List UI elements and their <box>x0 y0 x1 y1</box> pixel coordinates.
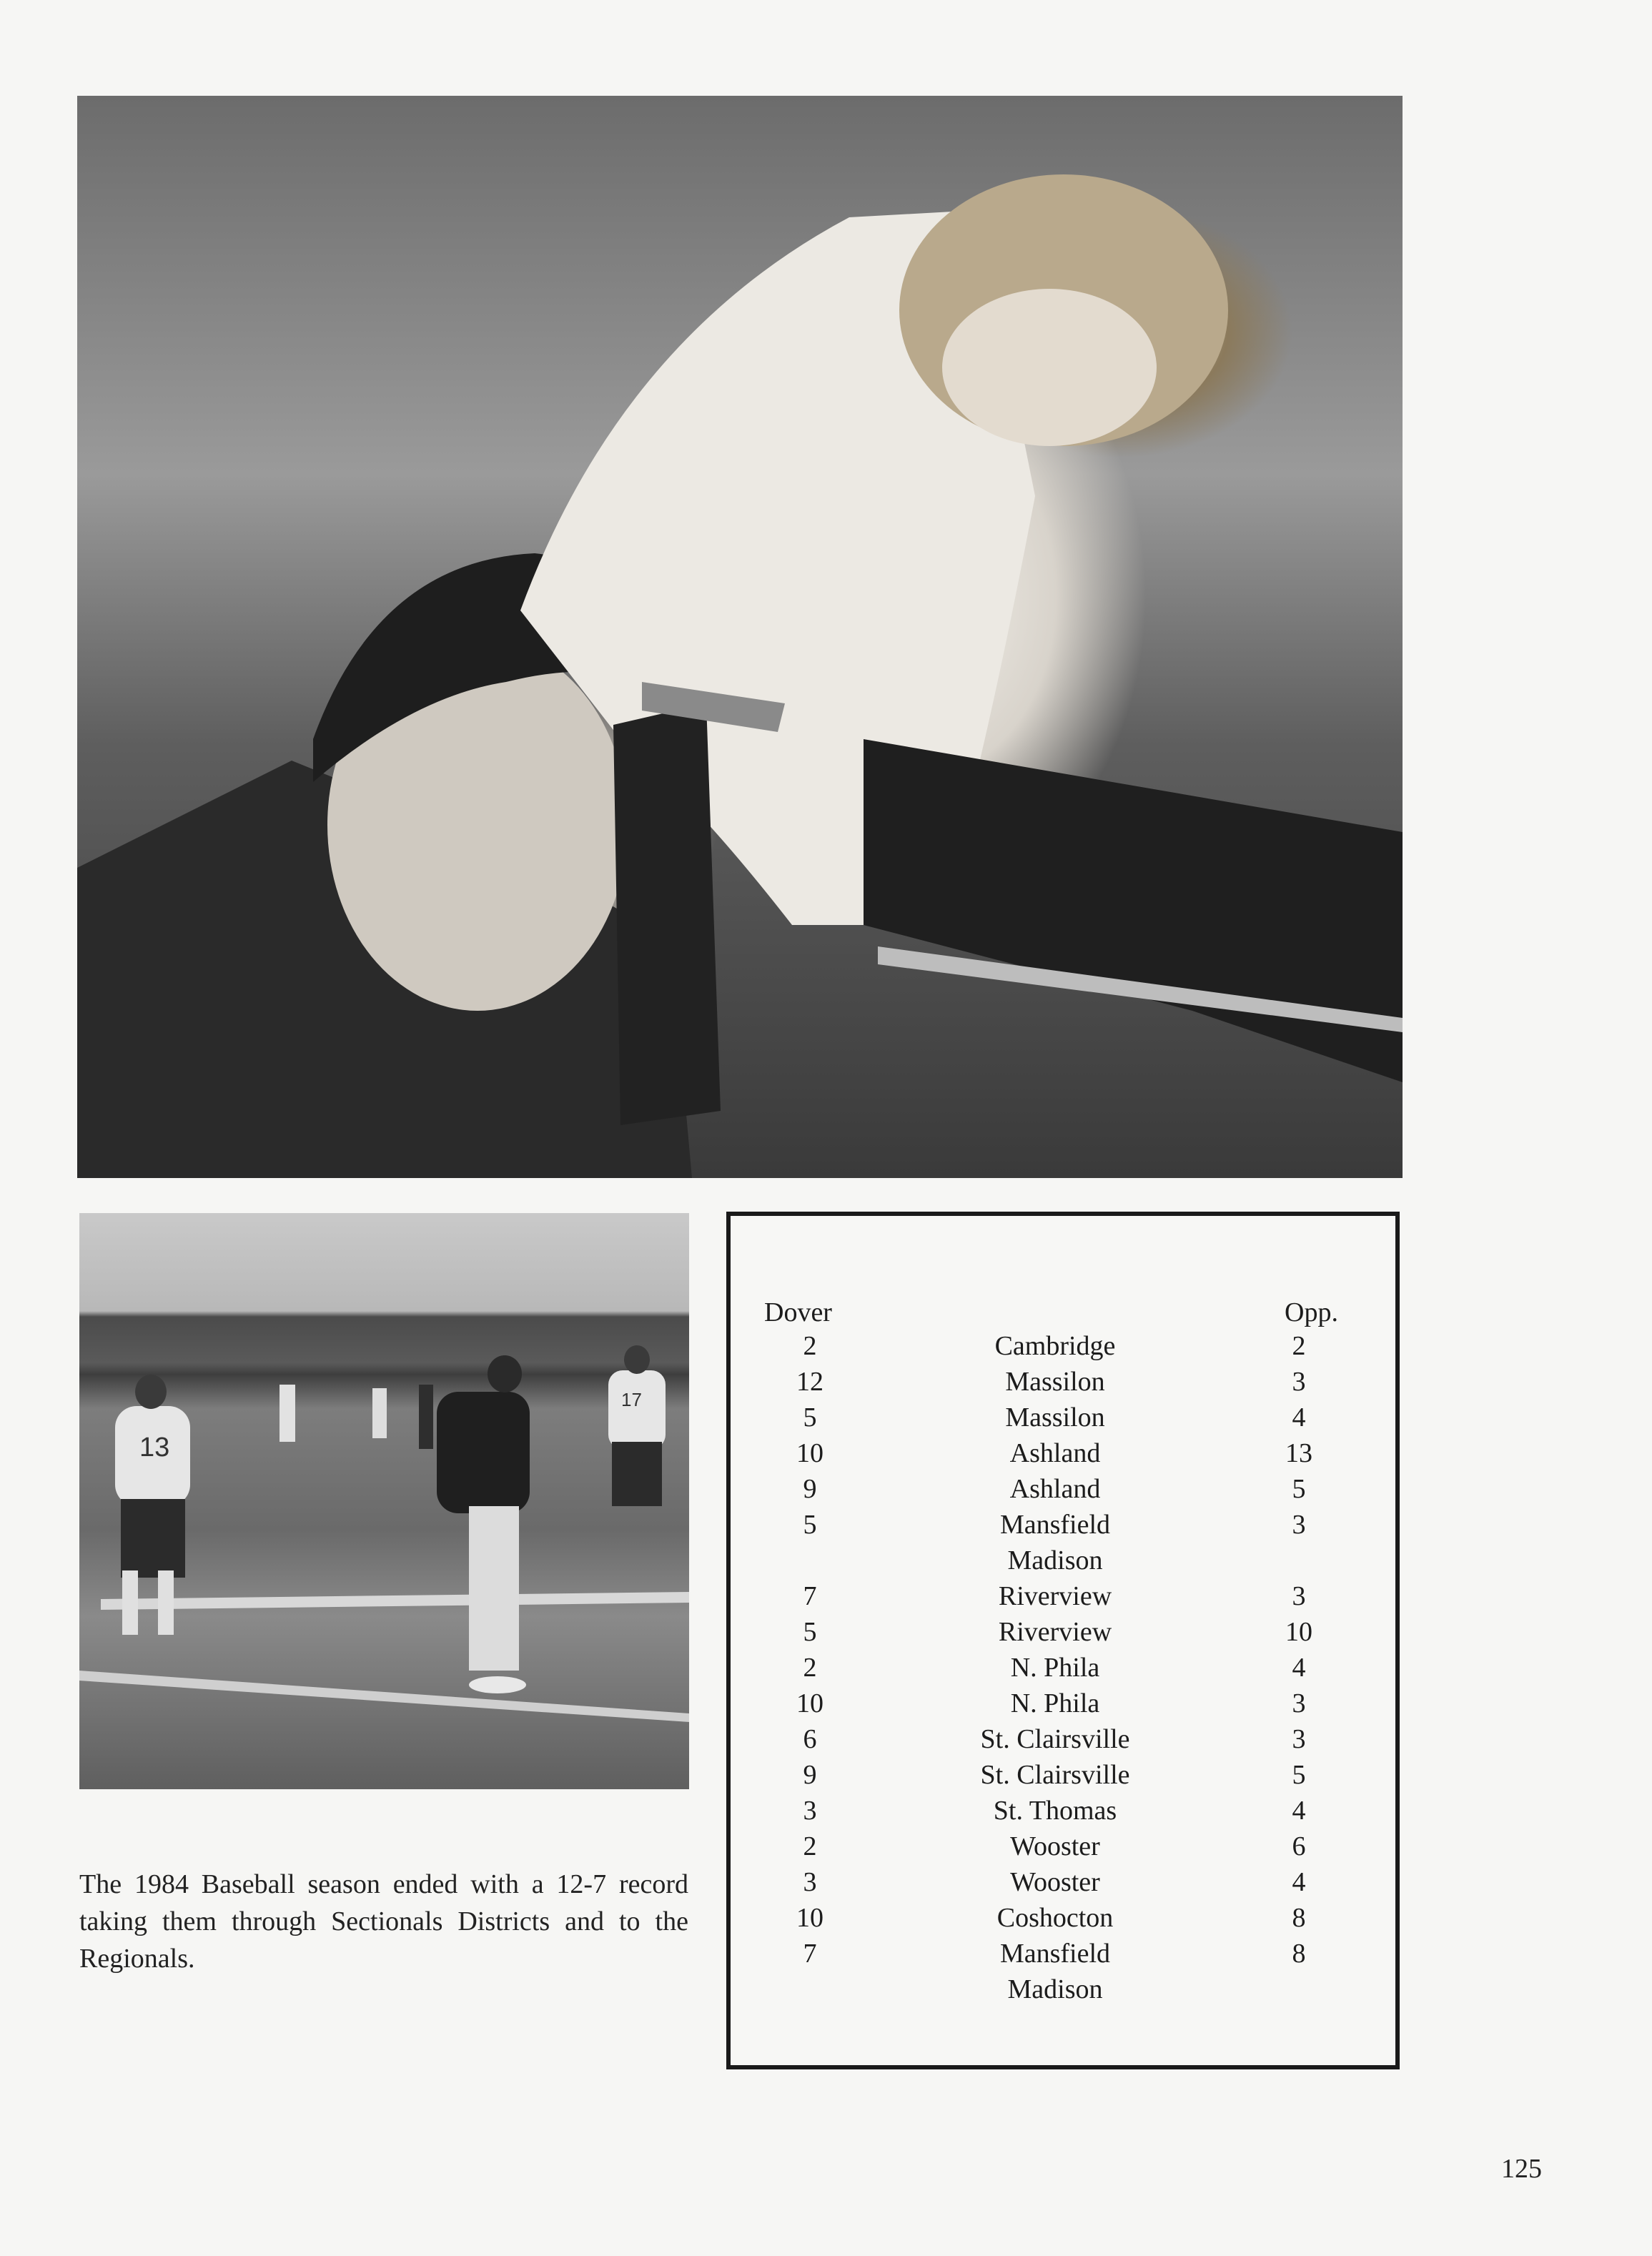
opponent-name: Massilon <box>1005 1402 1105 1433</box>
table-row <box>731 1757 1395 1793</box>
main-photo-baseball-slide <box>77 96 1403 1178</box>
dover-score: 7 <box>803 1939 817 1969</box>
opponent-score: 3 <box>1292 1688 1306 1718</box>
table-row <box>731 1936 1395 1971</box>
opponent-name: Wooster <box>1010 1831 1100 1861</box>
table-row <box>731 1650 1395 1686</box>
dover-score: 7 <box>803 1581 817 1611</box>
opponent-name: Riverview <box>998 1617 1112 1647</box>
table-row <box>731 1578 1395 1614</box>
opponent-name: Ashland <box>1009 1474 1101 1504</box>
opponent-name: Madison <box>1007 1545 1103 1575</box>
column-header-opp: Opp. <box>1285 1297 1338 1327</box>
photo-caption: The 1984 Baseball season ended with a 12-7 record taking them through Sectionals Districts and to the Regionals. <box>79 1869 688 1974</box>
photo-baseball-field-icon <box>79 1213 689 1789</box>
table-row <box>731 1400 1395 1435</box>
table-row <box>731 1829 1395 1864</box>
opponent-name: Massilon <box>1005 1367 1105 1397</box>
opponent-name: Coshocton <box>996 1903 1114 1933</box>
score-table <box>726 1212 1400 2069</box>
dover-score: 5 <box>803 1617 817 1647</box>
opponent-score: 8 <box>1292 1903 1306 1933</box>
opponent-score: 3 <box>1292 1581 1306 1611</box>
opponent-score: 5 <box>1292 1474 1306 1504</box>
table-row <box>731 1793 1395 1829</box>
dover-score: 10 <box>796 1688 823 1718</box>
dover-score: 3 <box>803 1867 817 1897</box>
table-row <box>731 1900 1395 1936</box>
opponent-name: N. Phila <box>1010 1688 1100 1718</box>
opponent-score: 6 <box>1292 1831 1306 1861</box>
opponent-score: 2 <box>1292 1331 1306 1361</box>
dover-score: 9 <box>803 1474 817 1504</box>
dover-score: 10 <box>796 1903 823 1933</box>
table-row <box>731 1721 1395 1757</box>
opponent-name: St. Clairsville <box>980 1724 1130 1754</box>
dover-score: 10 <box>796 1438 823 1468</box>
score-rows <box>731 1328 1395 2007</box>
table-row <box>731 1543 1395 1578</box>
table-row <box>731 1971 1395 2007</box>
dover-score: 9 <box>803 1760 817 1790</box>
dover-score: 2 <box>803 1331 817 1361</box>
opponent-score: 4 <box>1292 1402 1306 1433</box>
opponent-score: 3 <box>1292 1724 1306 1754</box>
table-row <box>731 1328 1395 1364</box>
dover-score: 5 <box>803 1402 817 1433</box>
table-row <box>731 1507 1395 1543</box>
dover-score: 5 <box>803 1510 817 1540</box>
opponent-score: 4 <box>1292 1653 1306 1683</box>
opponent-score: 8 <box>1292 1939 1306 1969</box>
photo-baseball-slide-icon <box>77 96 1403 1178</box>
opponent-score: 3 <box>1292 1367 1306 1397</box>
opponent-name: Cambridge <box>994 1331 1116 1361</box>
dover-score: 2 <box>803 1831 817 1861</box>
opponent-name: Mansfield <box>999 1939 1111 1969</box>
opponent-name: Ashland <box>1009 1438 1101 1468</box>
column-header-dover: Dover <box>764 1297 832 1327</box>
opponent-name: Madison <box>1007 1974 1103 2004</box>
table-row <box>731 1686 1395 1721</box>
opponent-score: 3 <box>1292 1510 1306 1540</box>
page-number: 125 <box>1501 2154 1542 2184</box>
opponent-name: N. Phila <box>1010 1653 1100 1683</box>
opponent-name: St. Thomas <box>993 1796 1117 1826</box>
dover-score: 2 <box>803 1653 817 1683</box>
table-row <box>731 1614 1395 1650</box>
opponent-score: 13 <box>1285 1438 1312 1468</box>
opponent-name: Mansfield <box>999 1510 1111 1540</box>
small-photo-baseball-field <box>79 1213 689 1789</box>
opponent-name: Riverview <box>998 1581 1112 1611</box>
opponent-score: 10 <box>1285 1617 1312 1647</box>
jersey-13-label: 13 <box>139 1433 170 1463</box>
opponent-name: Wooster <box>1010 1867 1100 1897</box>
dover-score: 6 <box>803 1724 817 1754</box>
table-row <box>731 1435 1395 1471</box>
table-row <box>731 1364 1395 1400</box>
jersey-17-label: 17 <box>621 1389 642 1410</box>
dover-score: 12 <box>796 1367 823 1397</box>
dover-score: 3 <box>803 1796 817 1826</box>
opponent-name: St. Clairsville <box>980 1760 1130 1790</box>
table-row <box>731 1471 1395 1507</box>
table-row <box>731 1864 1395 1900</box>
opponent-score: 4 <box>1292 1867 1306 1897</box>
opponent-score: 4 <box>1292 1796 1306 1826</box>
opponent-score: 5 <box>1292 1760 1306 1790</box>
